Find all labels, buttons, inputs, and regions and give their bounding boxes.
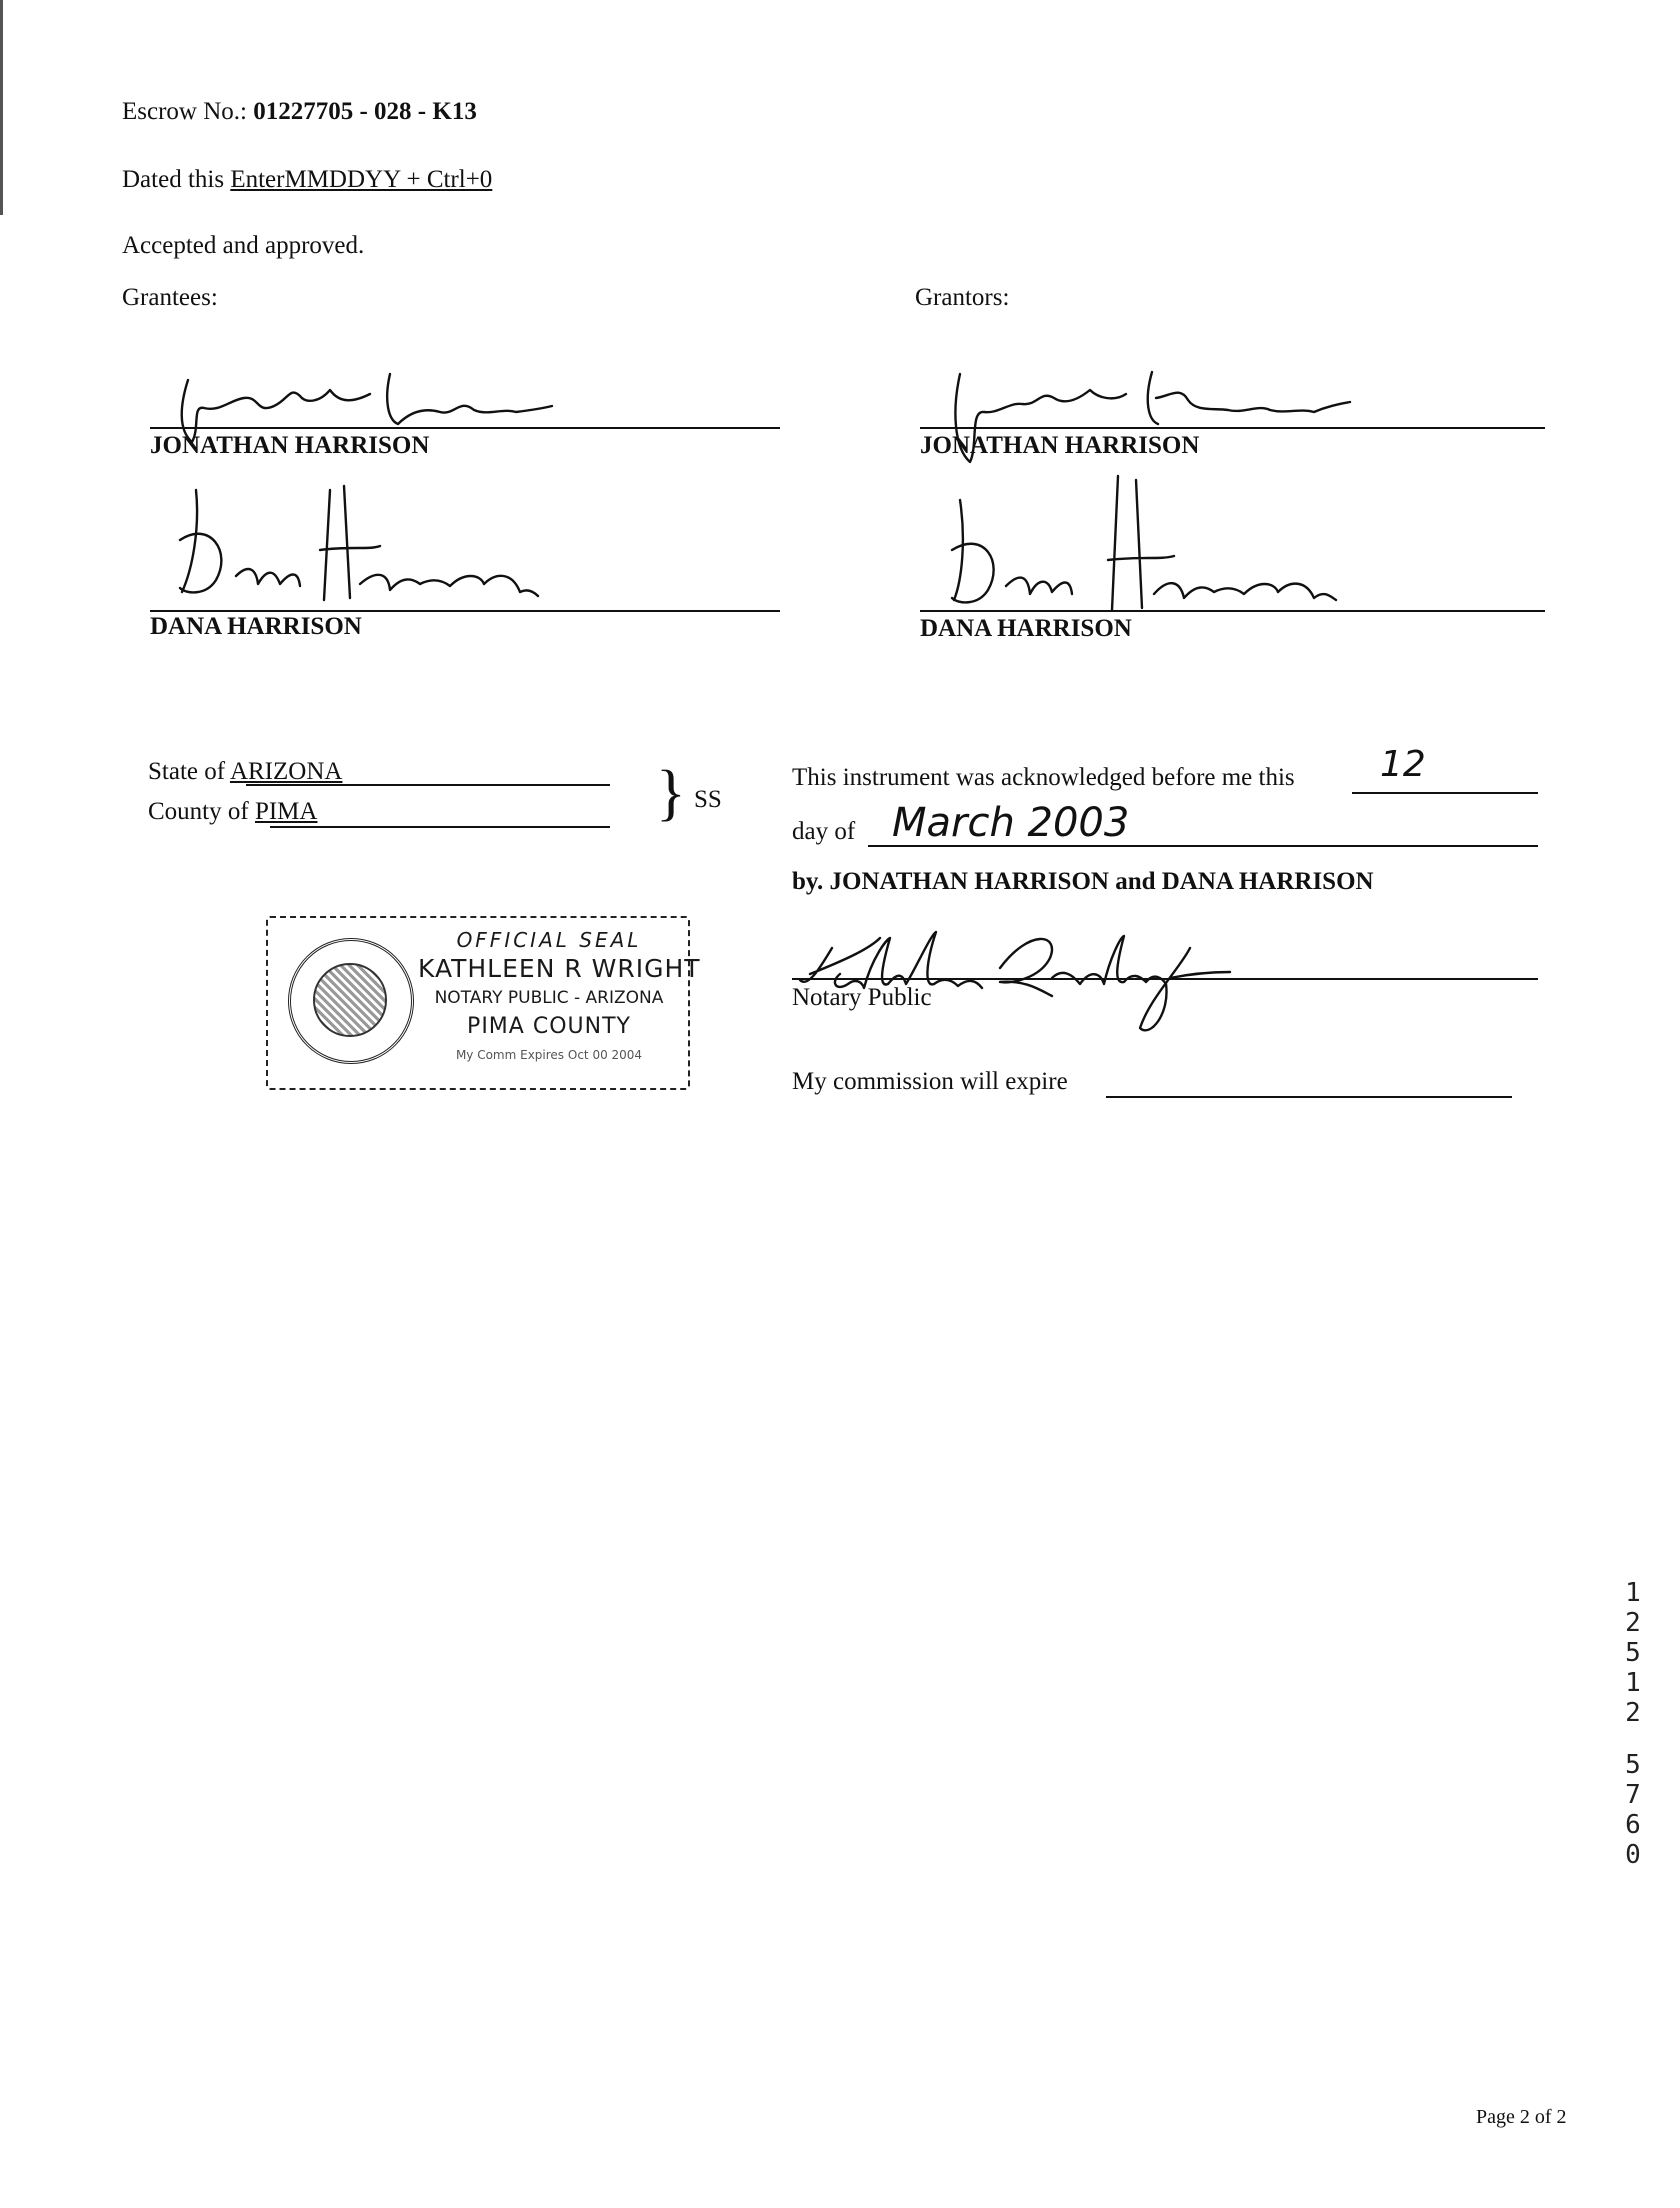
county-label: County of (148, 798, 249, 825)
stamp-digit: 0 (1625, 1840, 1641, 1870)
escrow-label: Escrow No.: (122, 98, 247, 125)
county-value: PIMA (254, 798, 318, 825)
grantor-jonathan-name: JONATHAN HARRISON (920, 432, 1200, 459)
ack-day-underline (1352, 792, 1538, 794)
stamp-digit: 2 (1625, 1608, 1641, 1638)
commission-label: My commission will expire (792, 1068, 1068, 1095)
grantee-jonathan-signature-line (150, 427, 780, 429)
county-underline (270, 826, 610, 828)
notary-label: Notary Public (792, 984, 932, 1011)
ack-day-handwritten: 12 (1380, 744, 1426, 785)
state-value: ARIZONA (229, 758, 343, 785)
stamp-digit: 7 (1625, 1780, 1641, 1810)
official-seal (266, 916, 701, 1090)
ack-month-year-handwritten: March 2003 (892, 800, 1130, 846)
ack-line-1: This instrument was acknowledged before me this (792, 764, 1295, 791)
grantor-jonathan-signature-line (920, 427, 1545, 429)
seal-line-2: KATHLEEN R WRIGHT (418, 954, 701, 983)
stamp-digit: 5 (1625, 1638, 1641, 1668)
escrow-line (122, 98, 477, 126)
scan-margin-rule (0, 0, 3, 215)
state-seal-icon (288, 938, 414, 1064)
seal-line-1: OFFICIAL SEAL (456, 928, 642, 952)
dated-line (122, 166, 492, 194)
grantee-jonathan-name: JONATHAN HARRISON (150, 432, 430, 459)
seal-line-4: PIMA COUNTY (467, 1014, 631, 1039)
grantee-dana-signature-line (150, 610, 780, 612)
dated-value: EnterMMDDYY + Ctrl+0 (230, 166, 493, 193)
grantors-heading: Grantors: (915, 284, 1010, 311)
stamp-digit: 5 (1625, 1750, 1641, 1780)
grantee-dana-name: DANA HARRISON (150, 613, 362, 640)
state-underline (246, 784, 610, 786)
page-number: Page 2 of 2 (1476, 2106, 1567, 2128)
ss-label: SS (694, 786, 722, 813)
stamp-digit: 6 (1625, 1810, 1641, 1840)
accepted-text: Accepted and approved. (122, 232, 365, 259)
seal-line-3: NOTARY PUBLIC - ARIZONA (434, 988, 664, 1008)
county-line (148, 798, 317, 826)
grantees-heading: Grantees: (122, 284, 218, 311)
ack-day-label: day of (792, 818, 856, 845)
dated-label: Dated this (122, 166, 225, 193)
seal-line-5: My Comm Expires Oct 00 2004 (455, 1048, 643, 1062)
venue-brace: } (656, 759, 686, 827)
grantor-dana-signature-line (920, 610, 1545, 612)
stamp-digit: 1 (1625, 1668, 1641, 1698)
state-line (148, 758, 342, 786)
stamp-digit: 2 (1625, 1698, 1641, 1728)
recording-stamp-number (1615, 1578, 1651, 1870)
commission-underline (1106, 1096, 1512, 1098)
grantee-dana-signature (140, 480, 600, 610)
ack-by-line: by. JONATHAN HARRISON and DANA HARRISON (792, 868, 1374, 895)
stamp-digit: 1 (1625, 1578, 1641, 1608)
state-label: State of (148, 758, 226, 785)
notary-signature-line (792, 978, 1538, 980)
escrow-number: 01227705 - 028 - K13 (253, 98, 477, 125)
stamp-gap (1615, 1728, 1651, 1750)
grantor-dana-signature (930, 470, 1390, 620)
grantor-dana-name: DANA HARRISON (920, 615, 1132, 642)
